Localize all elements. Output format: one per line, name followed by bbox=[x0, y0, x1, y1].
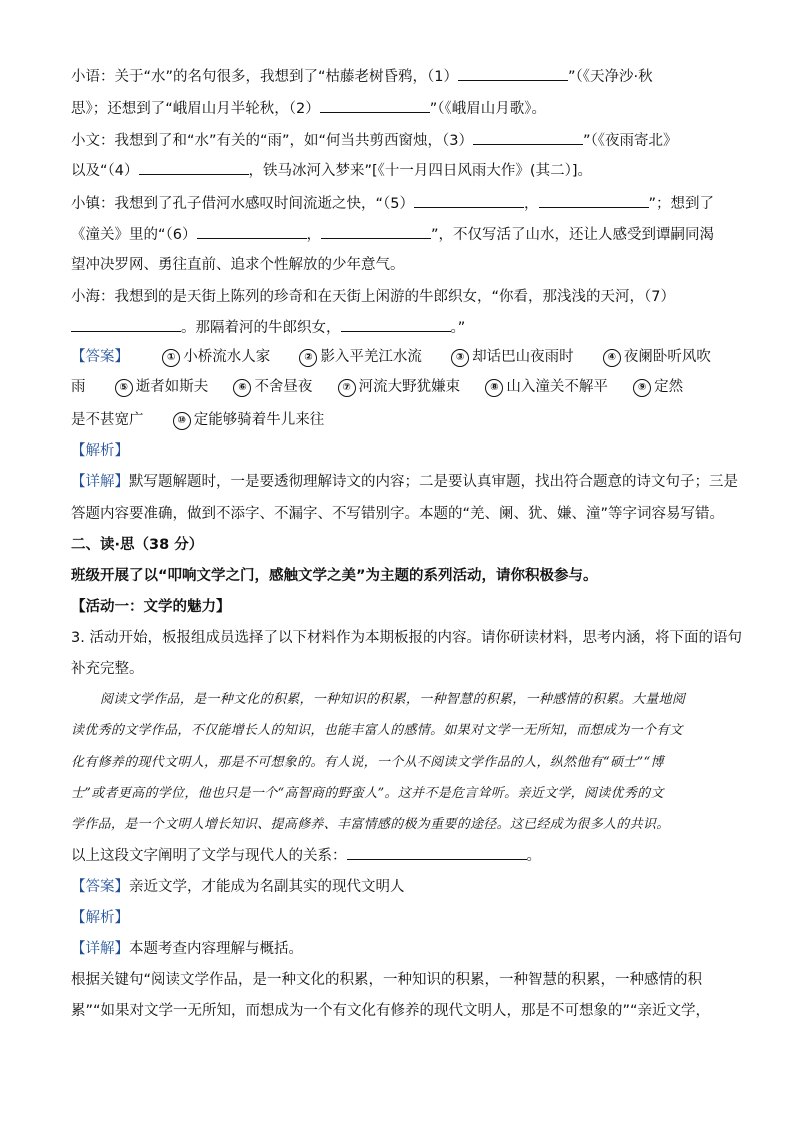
fill-line-5 bbox=[71, 193, 714, 214]
answer-item: 夜阑卧听风吹 bbox=[623, 349, 711, 365]
fill-text: 。 bbox=[526, 848, 541, 864]
answer-item: 逝者如斯夫 bbox=[135, 379, 209, 395]
answer-line-3 bbox=[71, 410, 324, 430]
fill-line-8 bbox=[71, 287, 675, 307]
section-heading: 二、读·思（38 分） bbox=[71, 537, 204, 553]
circled-number: ⑦ bbox=[338, 379, 356, 397]
fill-line-9 bbox=[71, 317, 465, 338]
fill-line-4 bbox=[71, 160, 592, 181]
fill-text: ”（《峨眉山月歌》。 bbox=[429, 101, 547, 117]
answer-item: 河流大野犹嫌束 bbox=[358, 379, 461, 395]
answer-item: 不舍昼夜 bbox=[254, 379, 313, 395]
answer-3-line bbox=[71, 877, 405, 897]
answer-label: 【答案】 bbox=[71, 879, 129, 895]
passage-line: 读优秀的文学作品，不仅能增长人的知识，也能丰富人的感情。如果对文学一无所知，而想成为一个有文 bbox=[71, 723, 683, 738]
answer-item: 雨 bbox=[71, 379, 86, 395]
answer-item: 定能够骑着牛儿来往 bbox=[193, 412, 325, 428]
answer-item: 定然 bbox=[654, 379, 684, 395]
fill-text: ”（《天净沙·秋 bbox=[568, 69, 653, 85]
fill-text: 《潼关》里的“（6） bbox=[71, 227, 197, 243]
detail-line-1 bbox=[71, 472, 738, 492]
answer-text: 亲近文学，才能成为名副其实的现代文明人 bbox=[129, 879, 405, 895]
fill-text: 小海：我想到的是天街上陈列的珍奇和在天街上闲游的牛郎织女，“你看，那浅浅的天河，（7） bbox=[71, 289, 675, 305]
circled-number: ⑨ bbox=[633, 379, 651, 397]
answer-blank[interactable] bbox=[539, 193, 649, 208]
fill-line-7 bbox=[71, 255, 405, 275]
fill-text: 以及“（4） bbox=[71, 163, 139, 179]
circled-number: ③ bbox=[451, 349, 469, 367]
answer-blank[interactable] bbox=[414, 193, 524, 208]
analysis-label: 【解析】 bbox=[71, 910, 129, 926]
fill-text: 小文：我想到了和“水”有关的“雨”，如“何当共剪西窗烛，（3） bbox=[71, 133, 474, 149]
fill-text: 以上这段文字阐明了文学与现代人的关系： bbox=[71, 848, 347, 864]
answer-blank[interactable] bbox=[347, 845, 527, 860]
detail-text: 默写题解题时，一是要透彻理解诗文的内容；二是要认真审题，找出符合题意的诗文句子；三是 bbox=[129, 474, 738, 490]
answer-blank[interactable] bbox=[341, 317, 451, 332]
passage-line: 阅读文学作品，是一种文化的积累，一种知识的积累，一种智慧的积累，一种感情的积累。大量地阅 bbox=[100, 692, 686, 707]
fill-line-6 bbox=[71, 224, 714, 245]
fill-line-1 bbox=[71, 66, 653, 87]
detail-3-line-2: 根据关键句“阅读文学作品，是一种文化的积累，一种知识的积累，一种智慧的积累，一种感情的积 bbox=[71, 972, 703, 988]
activity-heading: 【活动一：文学的魅力】 bbox=[71, 599, 231, 615]
circled-number: ⑧ bbox=[485, 379, 503, 397]
fill-text: 望冲决罗网、勇往直前、追求个性解放的少年意气。 bbox=[71, 257, 405, 273]
answer-item: 影入平羌江水流 bbox=[320, 349, 422, 365]
answer-blank[interactable] bbox=[458, 66, 568, 81]
passage-line: 士”或者更高的学位，他也只是一个“高智商的野蛮人”。这并不是危言耸听。亲近文学，阅读优秀的文 bbox=[71, 786, 664, 801]
fill-text: ”；想到了 bbox=[648, 196, 715, 212]
fill-text: 思》；还想到了“峨眉山月半轮秋，（2） bbox=[71, 101, 320, 117]
fill-text: ，铁马冰河入梦来”[《十一月四日风雨大作》(其二）]。 bbox=[248, 163, 592, 179]
activity-intro: 班级开展了以“叩响文学之门，感触文学之美”为主题的系列活动，请你积极参与。 bbox=[71, 568, 598, 584]
fill-text: ”，不仅写活了山水，还让人感受到谭嗣同渴 bbox=[431, 227, 715, 243]
passage-line: 学作品，是一个文明人增长知识、提高修养、丰富情感的极为重要的途径。这已经成为很多人的共识。 bbox=[71, 817, 670, 832]
fill-text: 。那隔着河的牛郎织女， bbox=[181, 320, 341, 336]
answer-blank[interactable] bbox=[197, 224, 307, 239]
circled-number: ⑩ bbox=[173, 412, 191, 430]
question-3-line-2: 补充完整。 bbox=[71, 661, 144, 677]
detail-label: 【详解】 bbox=[71, 474, 129, 490]
fill-line-3 bbox=[71, 130, 678, 151]
circled-number: ⑥ bbox=[233, 379, 251, 397]
detail-3-line-1 bbox=[71, 939, 303, 959]
circled-number: ⑤ bbox=[115, 379, 133, 397]
detail-3-line-3: 累”“如果对文学一无所知，而想成为一个有文化有修养的现代文明人，那是不可想象的”“亲近文学， bbox=[71, 1003, 711, 1019]
answer-item: 是不甚宽广 bbox=[71, 412, 144, 428]
circled-number: ② bbox=[299, 349, 317, 367]
answer-blank[interactable] bbox=[473, 130, 583, 145]
answer-blank[interactable] bbox=[321, 224, 431, 239]
answer-item: 却话巴山夜雨时 bbox=[472, 349, 574, 365]
answer-line-2 bbox=[71, 377, 683, 397]
answer-blank[interactable] bbox=[71, 317, 181, 332]
answer-blank[interactable] bbox=[320, 98, 430, 113]
answer-line-1 bbox=[71, 347, 711, 367]
passage-line: 化有修养的现代文明人，那是不可想象的。有人说，一个从不阅读文学作品的人，纵然他有“硕士”“博 bbox=[71, 755, 664, 770]
circled-number: ① bbox=[162, 349, 180, 367]
fill-text: ， bbox=[524, 196, 539, 212]
fill-line-2 bbox=[71, 98, 546, 119]
answer-blank[interactable] bbox=[139, 160, 249, 175]
fill-text: 小语：关于“水”的名句很多，我想到了“枯藤老树昏鸦，（1） bbox=[71, 69, 459, 85]
analysis-label: 【解析】 bbox=[71, 443, 129, 459]
question-3-fill bbox=[71, 845, 541, 866]
answer-item: 山入潼关不解平 bbox=[506, 379, 608, 395]
detail-line-2: 答题内容要准确，做到不添字、不漏字、不写错别字。本题的“羌、阑、犹、嫌、潼”等字词容易写错。 bbox=[71, 506, 725, 522]
fill-text: 。” bbox=[450, 320, 466, 336]
detail-text: 本题考查内容理解与概括。 bbox=[129, 941, 303, 957]
answer-item: 小桥流水人家 bbox=[183, 349, 271, 365]
fill-text: ， bbox=[306, 227, 321, 243]
question-3-line-1: 3. 活动开始，板报组成员选择了以下材料作为本期板报的内容。请你研读材料，思考内涵，将下面的语句 bbox=[71, 630, 742, 646]
answer-label: 【答案】 bbox=[71, 349, 129, 365]
fill-text: ”（《夜雨寄北》 bbox=[583, 133, 678, 149]
detail-label: 【详解】 bbox=[71, 941, 129, 957]
circled-number: ④ bbox=[603, 349, 621, 367]
fill-text: 小镇：我想到了孔子借河水感叹时间流逝之快，“（5） bbox=[71, 196, 414, 212]
